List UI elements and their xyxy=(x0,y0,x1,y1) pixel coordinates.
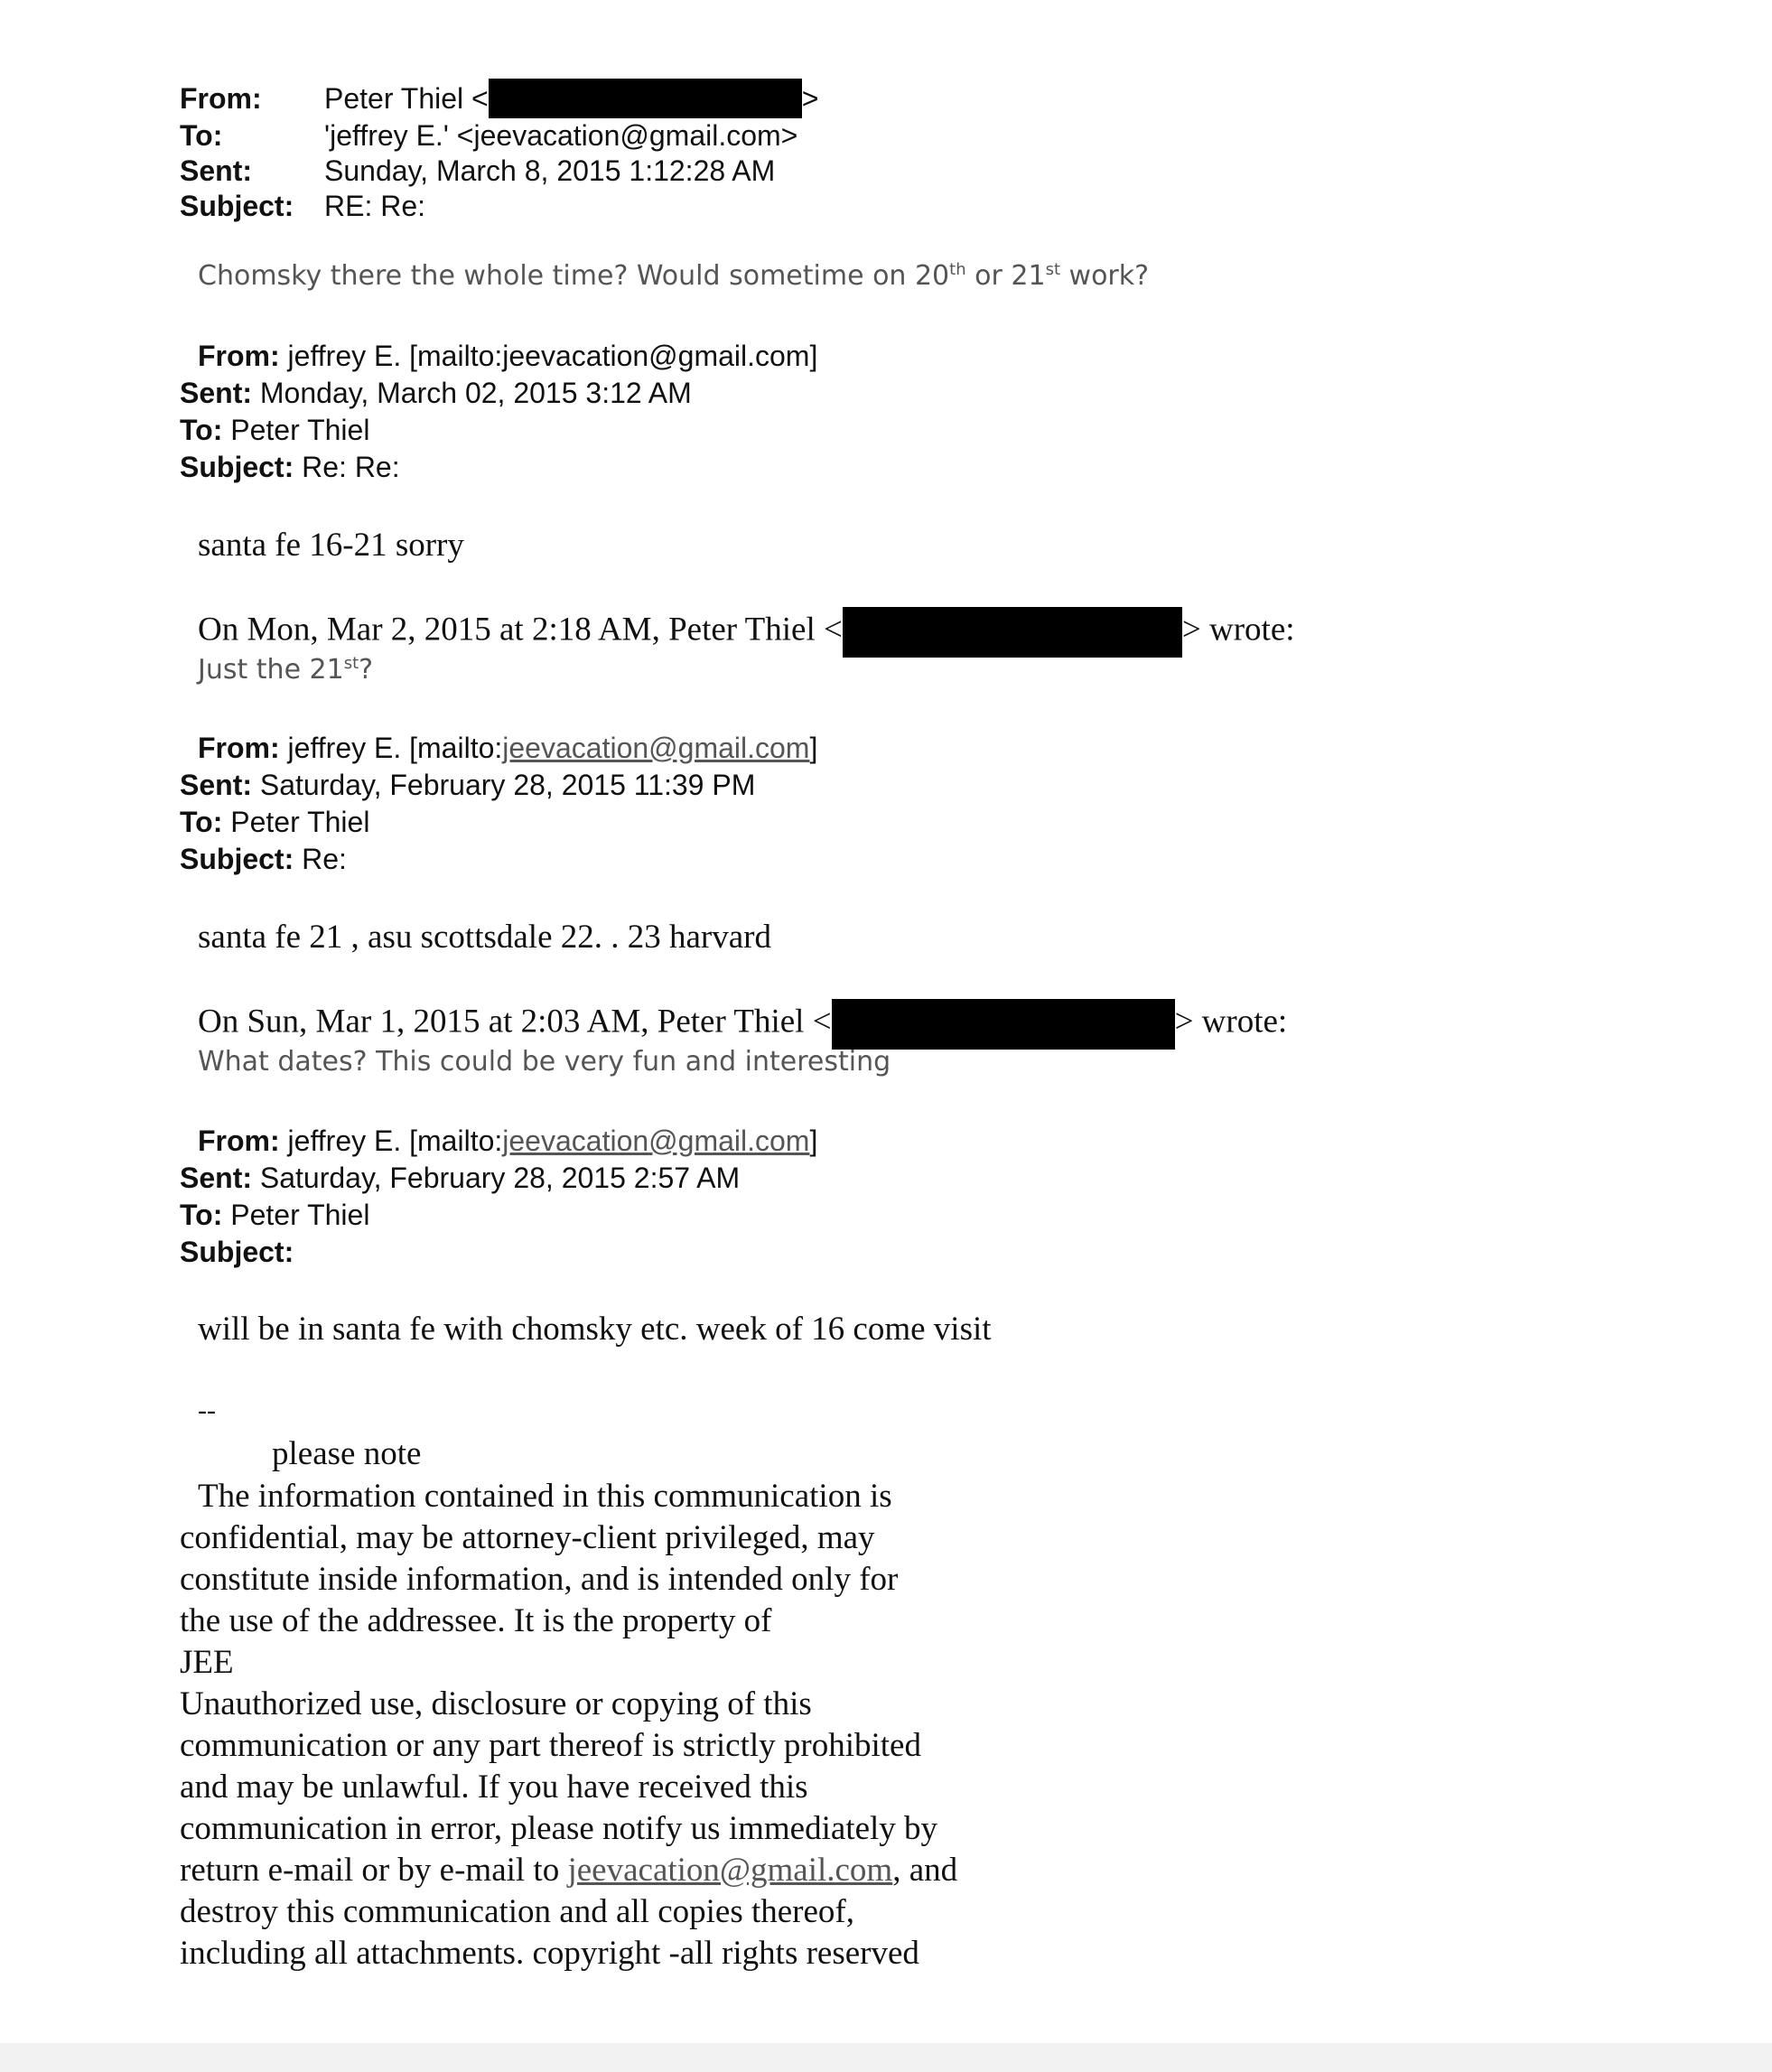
disclaimer-line: constitute inside information, and is intended only for xyxy=(180,1561,899,1598)
to-label: To: xyxy=(180,118,223,152)
email-link[interactable]: jeevacation@gmail.com xyxy=(502,732,810,764)
quote3-sent: Sent: Saturday, February 28, 2015 2:57 AM xyxy=(180,1162,741,1194)
disclaimer-line: the use of the addressee. It is the property of xyxy=(180,1602,772,1639)
quote2-sent: Sent: Saturday, February 28, 2015 11:39 PM xyxy=(180,769,756,801)
quote1-body: santa fe 16-21 sorry xyxy=(198,527,464,564)
quote2-subject: Subject: Re: xyxy=(180,843,347,875)
quote3-subject: Subject: xyxy=(180,1236,294,1268)
header-from-row xyxy=(180,81,818,118)
please-note: please note xyxy=(272,1435,422,1472)
subject-label: Subject: xyxy=(180,189,294,222)
quote2-reply: What dates? This could be very fun and interesting xyxy=(198,1046,891,1078)
quote1-sent: Sent: Monday, March 02, 2015 3:12 AM xyxy=(180,377,692,409)
quote1-reply: Just the 21st? xyxy=(198,654,374,686)
to-value: 'jeffrey E.' <jeevacation@gmail.com> xyxy=(324,118,798,152)
disclaimer xyxy=(180,1476,957,1974)
disclaimer-line: communication in error, please notify us immediately by xyxy=(180,1810,938,1847)
disclaimer-line: communication or any part thereof is strictly prohibited xyxy=(180,1727,921,1764)
quote2-attribution: On Sun, Mar 1, 2015 at 2:03 AM, Peter Thiel < > wrote: xyxy=(198,999,1287,1050)
page-bottom-strip xyxy=(0,2043,1772,2072)
disclaimer-line: The information contained in this communication is xyxy=(198,1478,892,1515)
disclaimer-line: return e-mail or by e-mail to jeevacation@gmail.com, and xyxy=(180,1852,958,1889)
disclaimer-line: and may be unlawful. If you have received this xyxy=(180,1769,808,1806)
message-body: Chomsky there the whole time? Would sometime on 20th or 21st work? xyxy=(198,260,1150,292)
header-sent-row xyxy=(180,154,818,189)
quote2-body: santa fe 21 , asu scottsdale 22. . 23 harvard xyxy=(198,919,771,956)
disclaimer-line: JEE xyxy=(180,1644,234,1681)
disclaimer-line: destroy this communication and all copies thereof, xyxy=(180,1893,854,1930)
quote2-from: From: jeffrey E. [mailto:jeevacation@gmail.com] xyxy=(198,732,818,764)
sent-value: Sunday, March 8, 2015 1:12:28 AM xyxy=(324,154,776,187)
redaction-box xyxy=(843,607,1182,658)
signature-separator: -- xyxy=(198,1395,216,1425)
sent-label: Sent: xyxy=(180,154,252,187)
quote2-to: To: Peter Thiel xyxy=(180,806,370,838)
from-value: Peter Thiel < > xyxy=(324,81,818,118)
from-label: From: xyxy=(180,82,262,115)
disclaimer-line: confidential, may be attorney-client privileged, may xyxy=(180,1519,875,1556)
email-link[interactable]: jeevacation@gmail.com xyxy=(567,1852,893,1889)
header-subject-row xyxy=(180,189,818,224)
email-link[interactable]: jeevacation@gmail.com xyxy=(502,1125,810,1157)
quote1-to: To: Peter Thiel xyxy=(180,414,370,446)
header-to-row xyxy=(180,118,818,154)
quote3-to: To: Peter Thiel xyxy=(180,1199,370,1231)
quote3-body: will be in santa fe with chomsky etc. week of 16 come visit xyxy=(198,1311,992,1348)
redaction-box xyxy=(489,79,802,118)
redaction-box xyxy=(832,999,1175,1050)
quote1-subject: Subject: Re: Re: xyxy=(180,451,400,483)
disclaimer-line: including all attachments. copyright -all rights reserved xyxy=(180,1935,919,1972)
disclaimer-line: Unauthorized use, disclosure or copying of this xyxy=(180,1685,812,1722)
quote1-attribution: On Mon, Mar 2, 2015 at 2:18 AM, Peter Thiel < > wrote: xyxy=(198,607,1295,658)
quote3-from: From: jeffrey E. [mailto:jeevacation@gmail.com] xyxy=(198,1125,818,1157)
email-header xyxy=(180,81,818,224)
quote1-from: From: jeffrey E. [mailto:jeevacation@gmail.com] xyxy=(198,340,818,372)
subject-value: RE: Re: xyxy=(324,189,426,222)
